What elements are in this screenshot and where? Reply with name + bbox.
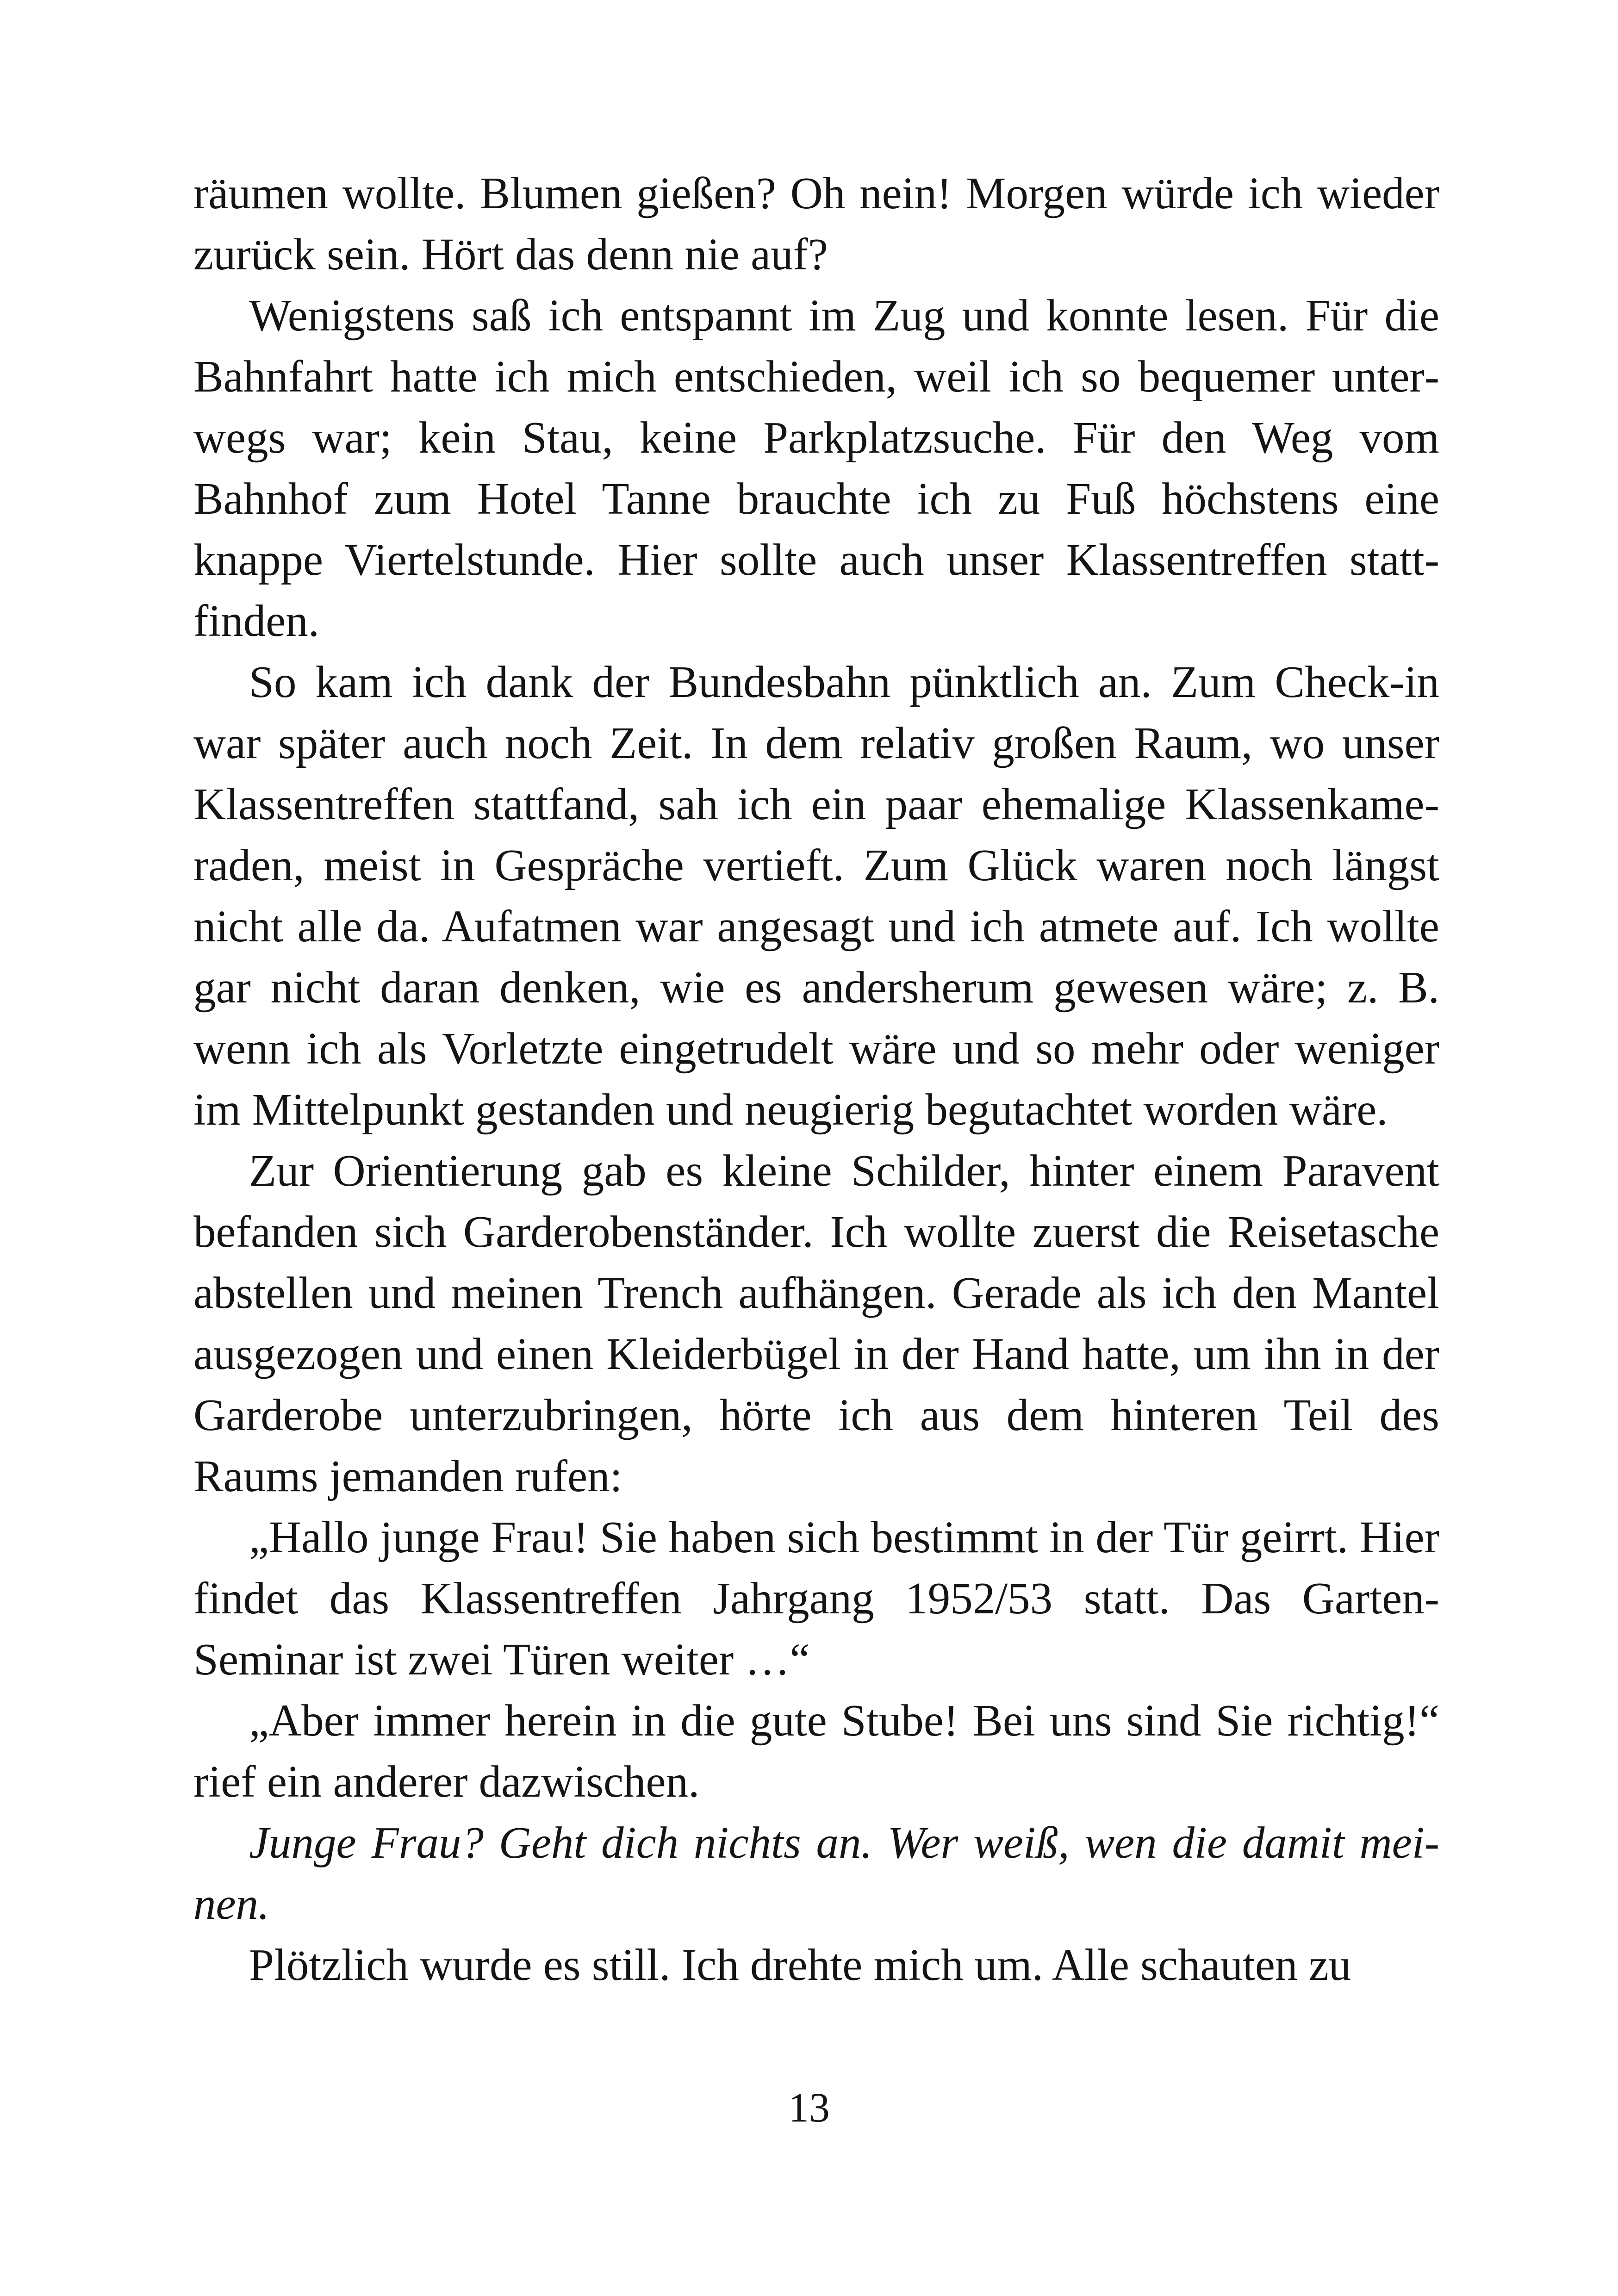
paragraph-7-thought: Junge Frau? Geht dich nichts an. Wer weiß, wen die damit meinen. (193, 1818, 1439, 1929)
paragraph-5: „Hallo junge Frau! Sie haben sich bestimmt in der Tür geirrt. Hier findet das Klassentreffen Jahrgang 1952/53 statt. Das Garten-Seminar ist zwei Türen weiter …“ (193, 1512, 1439, 1684)
paragraph-6: „Aber immer herein in die gute Stube! Bei uns sind Sie richtig!“ rief ein anderer dazwischen. (193, 1696, 1439, 1806)
page-number: 13 (788, 2085, 830, 2131)
paragraph-3: So kam ich dank der Bundesbahn pünktlich an. Zum Check-in war später auch noch Zeit. In dem relativ großen Raum, wo unser Klassentreffen stattfand, sah ich ein paar ehemalige Klassenkameraden, meist in Gespräche vertieft. Zum Glück waren noch längst nicht alle da. Aufatmen war angesagt und ich atmete auf. Ich wollte gar nicht daran denken, wie es andersherum gewesen wäre; z. B. wenn ich als Vorletzte eingetrudelt wäre und so mehr oder weniger im Mittelpunkt gestanden und neugierig begutachtet worden wäre. (193, 657, 1439, 1134)
paragraph-1: räumen wollte. Blumen gießen? Oh nein! Morgen würde ich wieder zurück sein. Hört das denn nie auf? (193, 168, 1439, 279)
body-text (193, 163, 1439, 1996)
paragraph-2: Wenigstens saß ich entspannt im Zug und konnte lesen. Für die Bahnfahrt hatte ich mich entschieden, weil ich so bequemer unterwegs war; kein Stau, keine Parkplatzsuche. Für den Weg vom Bahnhof zum Hotel Tanne brauchte ich zu Fuß höchstens eine knappe Viertelstunde. Hier sollte auch unser Klassentreffen stattfinden. (193, 291, 1439, 646)
paragraph-8: Plötzlich wurde es still. Ich drehte mich um. Alle schauten zu (249, 1940, 1351, 1990)
paragraph-4: Zur Orientierung gab es kleine Schilder, hinter einem Paravent befanden sich Garderobenständer. Ich wollte zuerst die Reisetasche abstellen und meinen Trench aufhängen. Gerade als ich den Mantel ausgezogen und einen Kleiderbügel in der Hand hatte, um ihn in der Garderobe unterzubringen, hörte ich aus dem hinteren Teil des Raums jemanden rufen: (193, 1146, 1439, 1501)
